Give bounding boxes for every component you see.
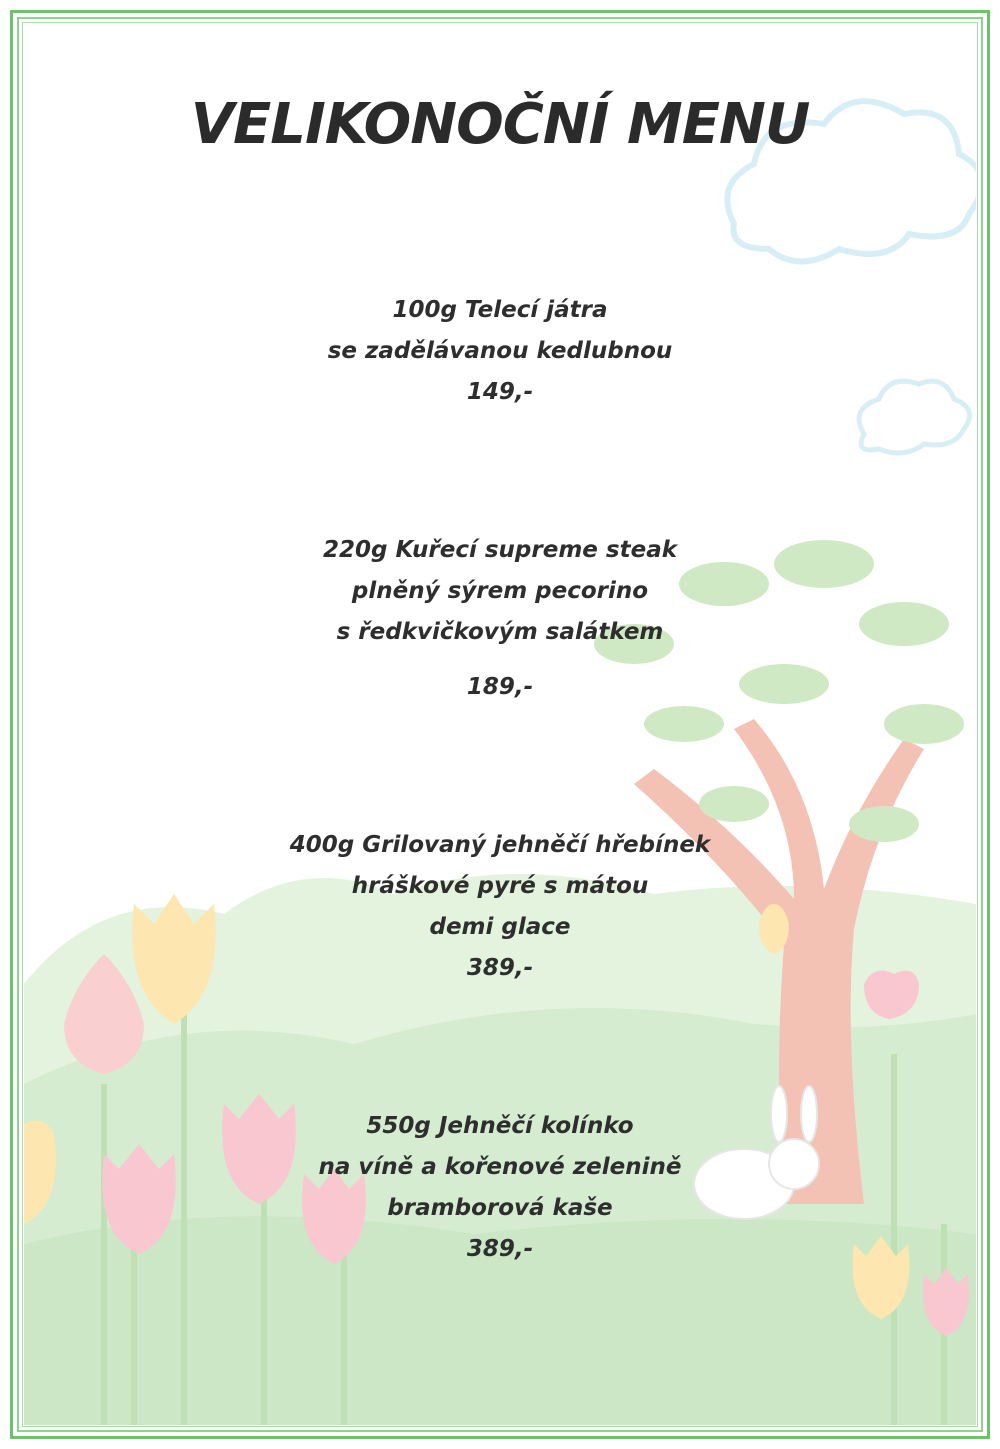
dish-1 (0, 290, 1000, 413)
dish-4-price: 389,- (466, 1236, 534, 1262)
dish-1-desc: se zadělávanou kedlubnou (327, 338, 673, 364)
dish-4-desc-2: bramborová kaše (387, 1195, 613, 1221)
dish-4-desc-1: na víně a kořenové zelenině (318, 1154, 682, 1180)
dish-3-desc-1: hráškové pyré s mátou (351, 873, 649, 899)
dish-3-price: 389,- (466, 955, 534, 981)
menu-title: VELIKONOČNÍ MENU (190, 92, 810, 157)
dish-2-desc-1: plněný sýrem pecorino (351, 578, 649, 604)
dish-2-desc-2: s ředkvičkovým salátkem (336, 619, 664, 645)
dish-3 (0, 825, 1000, 989)
dish-1-price: 149,- (466, 379, 534, 405)
dish-2 (0, 530, 1000, 708)
dish-3-desc-2: demi glace (429, 914, 571, 940)
dish-2-price: 189,- (466, 674, 534, 700)
dish-1-name: 100g Telecí játra (392, 297, 608, 323)
dish-2-name: 220g Kuřecí supreme steak (322, 537, 678, 563)
dish-4-name: 550g Jehněčí kolínko (366, 1113, 634, 1139)
dish-4 (0, 1106, 1000, 1270)
dish-3-name: 400g Grilovaný jehněčí hřebínek (289, 832, 711, 858)
